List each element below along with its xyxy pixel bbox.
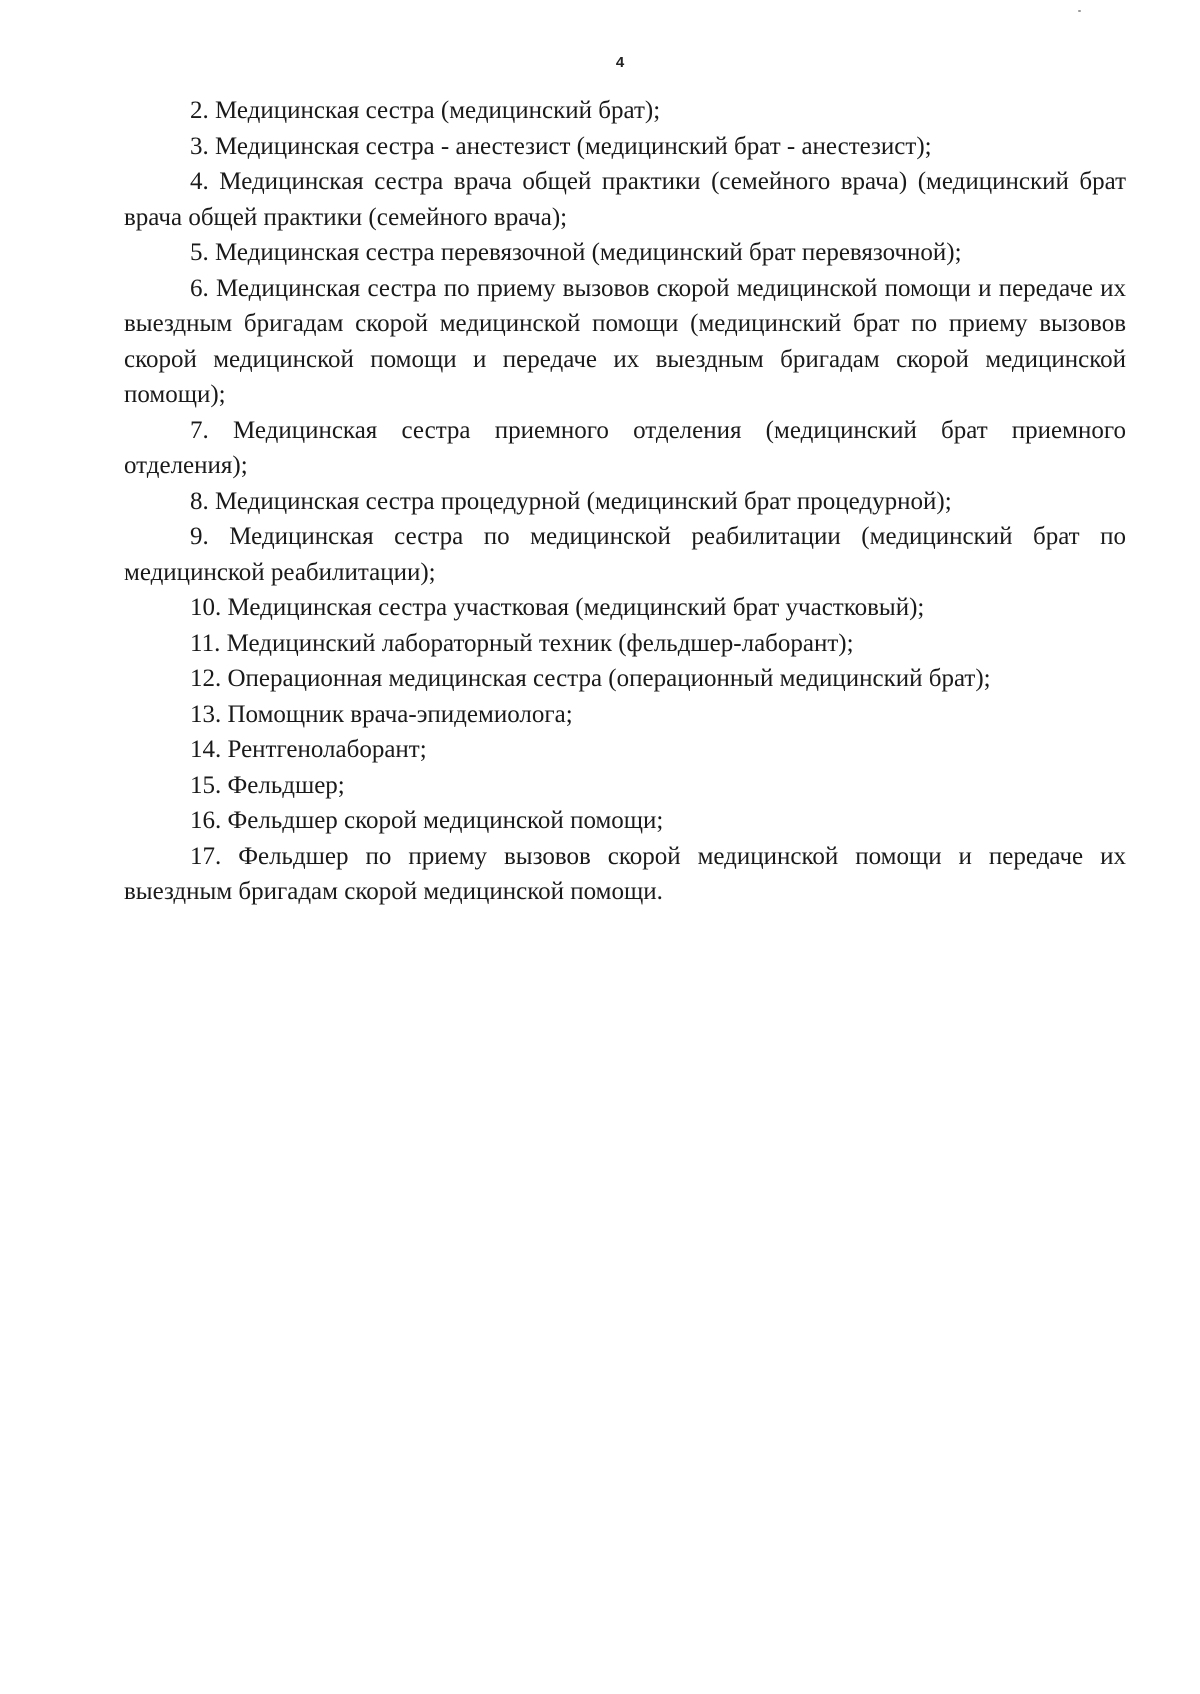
list-item: 10. Медицинская сестра участковая (медицинский брат участковый); bbox=[190, 594, 925, 621]
list-item: 6. Медицинская сестра по приему вызовов скорой медицинской помощи и передаче их выездным бригадам скорой медицинской помощи (медицинский брат по приему вызовов скорой медицинской помощи и передаче их выездным бригадам скорой медицинской помощи); bbox=[124, 274, 1126, 408]
list-item: 2. Медицинская сестра (медицинский брат); bbox=[190, 97, 661, 124]
scan-artifact bbox=[1078, 10, 1081, 12]
list-item: 12. Операционная медицинская сестра (операционный медицинский брат); bbox=[190, 665, 991, 692]
list-item: 15. Фельдшер; bbox=[190, 771, 345, 799]
list-item: 4. Медицинская сестра врача общей практики (семейного врача) (медицинский брат врача общей практики (семейного врача); bbox=[124, 168, 1126, 231]
list-item: 11. Медицинский лабораторный техник (фельдшер-лаборант); bbox=[190, 629, 854, 657]
list-item: 5. Медицинская сестра перевязочной (медицинский брат перевязочной); bbox=[190, 239, 962, 266]
list-item: 3. Медицинская сестра - анестезист (медицинский брат - анестезист); bbox=[190, 132, 932, 160]
list-item: 8. Медицинская сестра процедурной (медицинский брат процедурной); bbox=[190, 487, 952, 515]
list-item: 9. Медицинская сестра по медицинской реабилитации (медицинский брат по медицинской реабилитации); bbox=[124, 523, 1126, 586]
list-item: 14. Рентгенолаборант; bbox=[190, 736, 427, 763]
list-item: 17. Фельдшер по приему вызовов скорой медицинской помощи и передаче их выездным бригадам скорой медицинской помощи. bbox=[124, 842, 1126, 905]
list-item: 16. Фельдшер скорой медицинской помощи; bbox=[190, 807, 664, 834]
page-number: 4 bbox=[615, 54, 625, 71]
position-list bbox=[124, 93, 1126, 910]
list-item: 13. Помощник врача-эпидемиолога; bbox=[190, 700, 573, 728]
list-item: 7. Медицинская сестра приемного отделения (медицинский брат приемного отделения); bbox=[124, 416, 1126, 479]
